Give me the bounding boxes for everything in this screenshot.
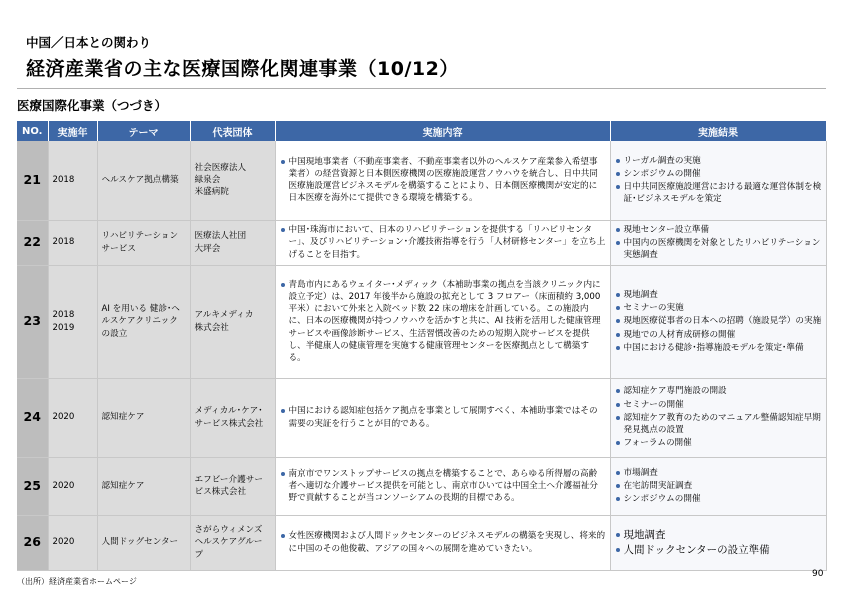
page-number: 90 (812, 569, 824, 579)
col-content: 実施内容 (275, 121, 610, 141)
result-item: 人間ドックセンターの設立準備 (615, 543, 822, 557)
row-results (610, 220, 826, 265)
result-item: 中国内の医療機関を対象としたリハビリテーション実態調査 (615, 237, 822, 261)
row-number: 24 (17, 378, 48, 457)
result-item: シンポジウムの開催 (615, 168, 822, 180)
table-row (17, 457, 826, 515)
content-item: 青島市内にあるウェイター･メディック（本補助事業の拠点を当該クリニック内に設立予定）は、2017 年後半から施設の拡充として 3 フロアー（床面積約 3,000平米）において外来と入院ベッド数 22 床の増床を計画している。この施設内に、日本の医療機関が持つノウハウを活かすと共に、AI 技術を活用した健康管理サービスや画像診断サービス、生活習慣改善のための短期入院サービスを提供し、半健康人の健康管理を実施する健康管理センターを医療拠点として構築する。 (280, 279, 606, 364)
row-results (610, 515, 826, 570)
row-number: 26 (17, 515, 48, 570)
result-list (615, 467, 822, 506)
row-results (610, 378, 826, 457)
result-item: 認知症ケア専門施設の開設 (615, 385, 822, 397)
row-number: 22 (17, 220, 48, 265)
projects-table (17, 121, 827, 571)
result-item: 現地センター設立準備 (615, 224, 822, 236)
table-row (17, 515, 826, 570)
col-year: 実施年 (48, 121, 97, 141)
row-org: エフビー介護サービス株式会社 (190, 457, 275, 515)
row-org: 医療法人社団 大坪会 (190, 220, 275, 265)
page-title: 経済産業省の主な医療国際化関連事業（10/12） (26, 58, 459, 80)
content-item: 南京市でワンストップサービスの拠点を構築することで、あらゆる所得層の高齢者へ適切な介護サービス提供を可能とし、南京市ひいては中国全土へ介護福祉分野で貢献することが当コンソーシアムの長期的目標である。 (280, 468, 606, 505)
result-item: 現地調査 (615, 528, 822, 542)
result-item: セミナーの開催 (615, 399, 822, 411)
result-item: 現地医療従事者の日本への招聘（施設見学）の実施 (615, 315, 822, 327)
row-year: 2020 (48, 515, 97, 570)
row-number: 21 (17, 141, 48, 220)
result-item: 中国における健診･指導施設モデルを策定･準備 (615, 342, 822, 354)
row-year: 2018 (48, 141, 97, 220)
row-theme: AI を用いる 健診･ヘルスケアクリニックの設立 (97, 265, 190, 378)
content-list (280, 530, 606, 554)
result-item: 現地での人材育成研修の開催 (615, 329, 822, 341)
row-org: アルキメディカ 株式会社 (190, 265, 275, 378)
table-header (17, 121, 826, 141)
row-year: 2018 (48, 220, 97, 265)
table-row (17, 265, 826, 378)
result-list (615, 385, 822, 449)
row-org: メディカル･ケア･サービス株式会社 (190, 378, 275, 457)
table-row (17, 141, 826, 220)
result-item: 日中共同医療施設運営における最適な運営体制を検証･ビジネスモデルを策定 (615, 181, 822, 205)
row-theme: 認知症ケア (97, 457, 190, 515)
content-list (280, 224, 606, 261)
row-content (275, 141, 610, 220)
result-list (615, 289, 822, 354)
row-theme: ヘルスケア拠点構築 (97, 141, 190, 220)
row-year: 2018 2019 (48, 265, 97, 378)
table-row (17, 220, 826, 265)
row-results (610, 265, 826, 378)
result-item: セミナーの実施 (615, 302, 822, 314)
row-results (610, 457, 826, 515)
result-item: リーガル調査の実施 (615, 155, 822, 167)
content-list (280, 405, 606, 429)
row-content (275, 265, 610, 378)
row-number: 23 (17, 265, 48, 378)
result-list (615, 528, 822, 557)
result-item: 在宅訪問実証調査 (615, 480, 822, 492)
col-no: NO. (17, 121, 48, 141)
result-item: フォーラムの開催 (615, 437, 822, 449)
content-item: 中国･珠海市において、日本のリハビリテーションを提供する「リハビリセンター」、及びリハビリテーション･介護技術指導を行う「人材研修センター」を立ち上げることを目指す。 (280, 224, 606, 261)
row-theme: リハビリテーションサービス (97, 220, 190, 265)
row-content (275, 378, 610, 457)
row-content (275, 457, 610, 515)
row-year: 2020 (48, 378, 97, 457)
content-item: 中国現地事業者（不動産事業者、不動産事業者以外のヘルスケア産業参入希望事業者）の経営資源と日本側医療機関の医療施設運営ノウハウを統合し、日中共同医療施設運営ビジネスモデルを構築することにより、日本側医療機関が安定的に日本医療を海外にて提供できる環境を構築する。 (280, 156, 606, 205)
row-year: 2020 (48, 457, 97, 515)
content-list (280, 468, 606, 505)
row-org: さがらウィメンズヘルスケアグループ (190, 515, 275, 570)
source-note: （出所）経済産業省ホームページ (17, 577, 137, 586)
result-item: 市場調査 (615, 467, 822, 479)
row-results (610, 141, 826, 220)
row-theme: 認知症ケア (97, 378, 190, 457)
col-theme: テーマ (97, 121, 190, 141)
section-title: 医療国際化事業（つづき） (17, 98, 168, 113)
result-list (615, 155, 822, 206)
row-theme: 人間ドッグセンター (97, 515, 190, 570)
row-number: 25 (17, 457, 48, 515)
col-results: 実施結果 (610, 121, 826, 141)
result-item: 現地調査 (615, 289, 822, 301)
col-org: 代表団体 (190, 121, 275, 141)
content-item: 女性医療機関および人間ドックセンターのビジネスモデルの構築を実現し、将来的に中国のその他俊載、アジアの国々への展開を進めていきたい。 (280, 530, 606, 554)
table-row (17, 378, 826, 457)
content-item: 中国における認知症包括ケア拠点を事業として展開すべく、本補助事業ではその需要の実証を行うことが目的である。 (280, 405, 606, 429)
page-subtitle: 中国／日本との関わり (26, 35, 152, 50)
row-content (275, 220, 610, 265)
result-item: 認知症ケア教育のためのマニュアル整備認知症早期発見拠点の設置 (615, 412, 822, 436)
divider (17, 88, 826, 89)
content-list (280, 279, 606, 364)
row-org: 社会医療法人 緑泉会 米盛病院 (190, 141, 275, 220)
content-list (280, 156, 606, 205)
result-list (615, 224, 822, 262)
row-content (275, 515, 610, 570)
result-item: シンポジウムの開催 (615, 493, 822, 505)
